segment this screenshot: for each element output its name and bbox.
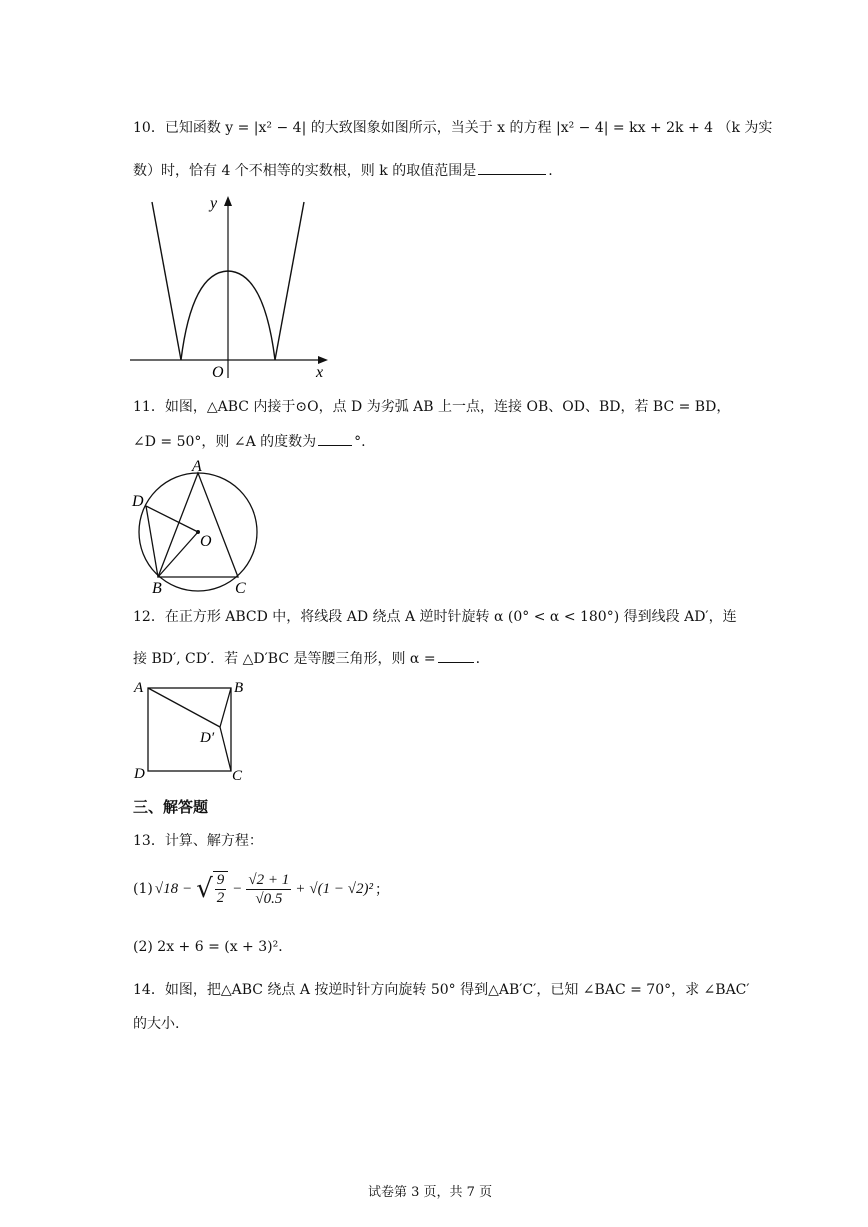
q12-line2 <box>133 648 480 669</box>
section-title: 三、解答题 <box>133 798 209 816</box>
q14-line1: 14．如图，把△ABC 绕点 A 按逆时针方向旋转 50° 得到△AB′C′，已知 ∠BAC = 70°，求 ∠BAC′ <box>133 982 750 998</box>
q12-line1: 12．在正方形 ABCD 中，将线段 AD 绕点 A 逆时针旋转 α (0° < α < 180°) 得到线段 AD′，连 <box>133 609 737 625</box>
label-c: C <box>235 580 246 597</box>
segment-ad-prime <box>148 688 220 727</box>
curve-left-branch <box>152 202 181 360</box>
fraction-sqrt2-plus-1 <box>246 871 291 908</box>
q11-line1: 11．如图，△ABC 内接于⊙O，点 D 为劣弧 AB 上一点，连接 OB、OD、BD，若 BC = BD， <box>133 399 731 415</box>
q12-line2-end: . <box>475 651 481 667</box>
q10-line2-end: . <box>548 163 553 179</box>
q11-line2-end: °. <box>354 434 366 450</box>
q13-item1-prefix: (1) <box>133 881 153 897</box>
q13-minus-2: − <box>232 880 243 897</box>
label-c: C <box>232 768 243 784</box>
q13-term-sqrt-square: √(1 − √2)² <box>309 880 373 897</box>
frac2-denominator: √0.5 <box>255 890 283 907</box>
frac1-numerator: 9 <box>216 872 225 888</box>
segment-ob <box>158 532 198 577</box>
page-footer: 试卷第 3 页，共 7 页 <box>368 1185 493 1200</box>
q11-line2 <box>133 431 366 452</box>
frac1-denominator: 2 <box>216 890 225 906</box>
q10-line2-text: 数）时，恰有 4 个不相等的实数根，则 k 的取值范围是 <box>133 163 477 179</box>
x-axis-arrow <box>318 356 328 364</box>
curve-right-branch <box>275 202 304 360</box>
triangle-abc <box>158 473 238 577</box>
label-a: A <box>192 458 202 475</box>
q10-line2 <box>133 160 553 181</box>
y-label: y <box>210 195 218 212</box>
q13-plus: + <box>295 880 306 897</box>
q13-item1 <box>133 866 389 912</box>
segment-od <box>146 506 198 532</box>
segment-cd-prime <box>220 727 231 771</box>
segment-bd <box>146 506 158 577</box>
q10-graph <box>128 190 338 382</box>
q13-item1-end: ； <box>374 882 389 898</box>
q13-minus-1: − <box>182 880 193 897</box>
q12-figure <box>128 676 258 784</box>
q13-title: 13．计算、解方程： <box>133 833 263 849</box>
radical-sign: √ <box>196 874 213 904</box>
q13-term-sqrt18: √18 <box>154 880 179 897</box>
segment-bd-prime <box>220 688 231 727</box>
q13-item2: (2) 2x + 6 = (x + 3)²． <box>133 939 293 955</box>
label-b: B <box>152 580 162 597</box>
label-a: A <box>134 680 144 696</box>
label-d-prime: D′ <box>200 730 215 746</box>
label-d: D <box>132 493 144 510</box>
q10-line1: 10．已知函数 y = |x² − 4| 的大致图象如图所示，当关于 x 的方程 |x² − 4| = kx + 2k + 4 （k 为实 <box>133 120 773 136</box>
label-o: O <box>200 533 212 550</box>
q11-answer-blank <box>318 431 352 446</box>
q11-figure <box>128 455 268 599</box>
q10-answer-blank <box>478 160 546 175</box>
q12-line2-text: 接 BD′, CD′．若 △D′BC 是等腰三角形，则 α = <box>133 651 436 667</box>
q13-sqrt-frac <box>196 871 228 907</box>
label-d: D <box>134 766 145 782</box>
fraction-9-over-2 <box>213 871 229 907</box>
q12-answer-blank <box>438 648 474 663</box>
square-abcd <box>148 688 231 771</box>
x-label: x <box>316 364 324 381</box>
origin-label: O <box>212 364 224 381</box>
y-axis-arrow <box>224 196 232 206</box>
frac2-numerator: √2 + 1 <box>248 871 290 888</box>
q11-line2-text: ∠D = 50°，则 ∠A 的度数为 <box>133 434 317 450</box>
label-b: B <box>234 680 244 696</box>
q14-line2: 的大小. <box>133 1016 180 1032</box>
